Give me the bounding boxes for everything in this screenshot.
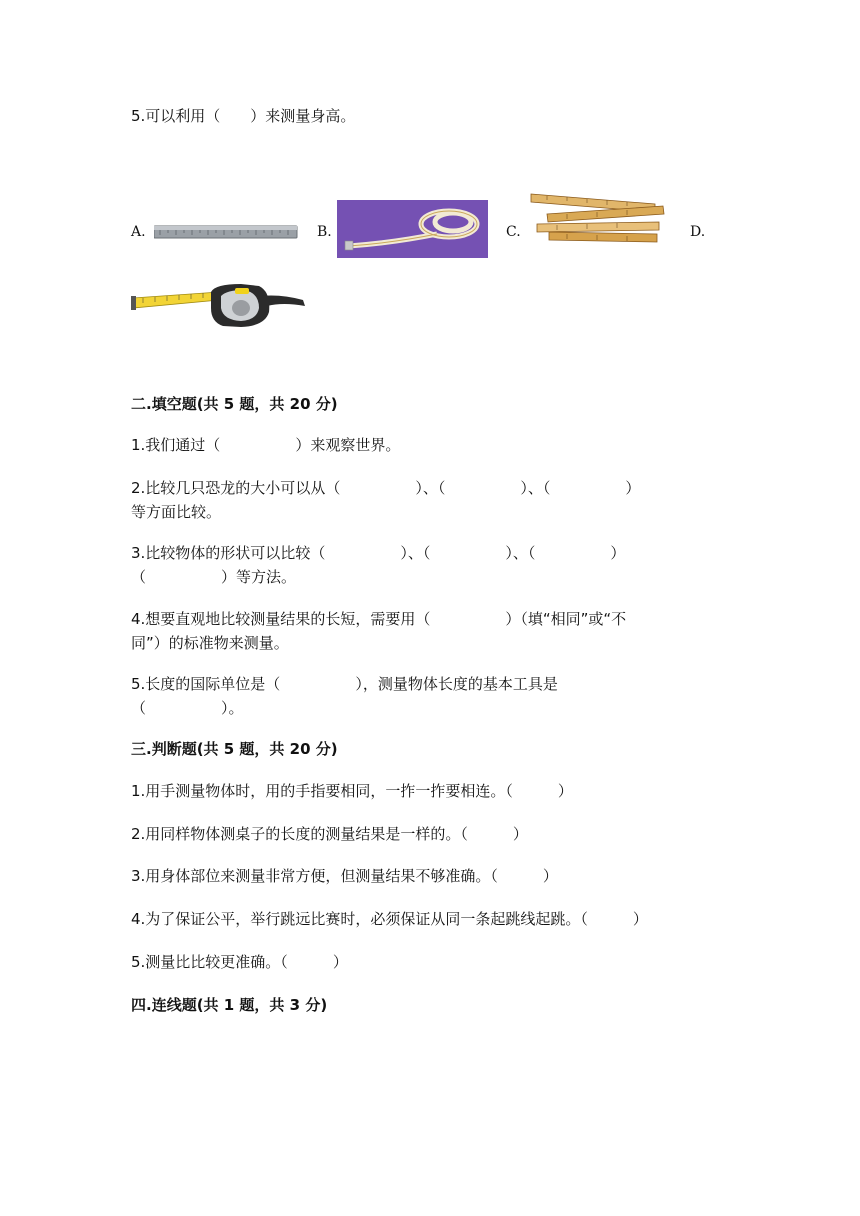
- fill-question-5-line-2: （ ）。: [131, 699, 244, 717]
- section-2-heading: 二.填空题(共 5 题，共 20 分): [131, 395, 338, 413]
- folding-wooden-ruler-image: [527, 192, 667, 258]
- fill-question-5-line-1: 5.长度的国际单位是（ ），测量物体长度的基本工具是: [131, 675, 558, 693]
- fill-question-3-line-2: （ ）等方法。: [131, 568, 297, 586]
- fill-question-1: 1.我们通过（ ）来观察世界。: [131, 436, 401, 454]
- judge-question-3: 3.用身体部位来测量非常方便，但测量结果不够准确。（ ）: [131, 867, 558, 885]
- option-c-label: C.: [506, 224, 521, 240]
- judge-question-5: 5.测量比比较更准确。（ ）: [131, 953, 348, 971]
- section-4-heading: 四.连线题(共 1 题，共 3 分): [131, 996, 328, 1014]
- steel-ruler-image: [154, 225, 298, 239]
- soft-measuring-tape-image: [337, 200, 488, 258]
- option-a-label: A.: [131, 224, 146, 240]
- fill-question-4-line-1: 4.想要直观地比较测量结果的长短，需要用（ ）（填“相同”或“不: [131, 610, 627, 628]
- option-b-label: B.: [317, 224, 332, 240]
- judge-question-4: 4.为了保证公平，举行跳远比赛时，必须保证从同一条起跳线起跳。（ ）: [131, 910, 648, 928]
- section-3-heading: 三.判断题(共 5 题，共 20 分): [131, 740, 338, 758]
- judge-question-1: 1.用手测量物体时，用的手指要相同，一拃一拃要相连。（ ）: [131, 782, 573, 800]
- tape-measure-image: [131, 282, 309, 330]
- option-d-label: D.: [690, 224, 706, 240]
- fill-question-2-line-1: 2.比较几只恐龙的大小可以从（ ）、（ ）、（ ）: [131, 479, 641, 497]
- fill-question-2-line-2: 等方面比较。: [131, 503, 222, 521]
- fill-question-4-line-2: 同”）的标准物来测量。: [131, 634, 289, 652]
- fill-question-3-line-1: 3.比较物体的形状可以比较（ ）、（ ）、（ ）: [131, 544, 626, 562]
- question-5-stem: 5.可以利用（ ）来测量身高。: [131, 107, 356, 125]
- judge-question-2: 2.用同样物体测桌子的长度的测量结果是一样的。（ ）: [131, 825, 528, 843]
